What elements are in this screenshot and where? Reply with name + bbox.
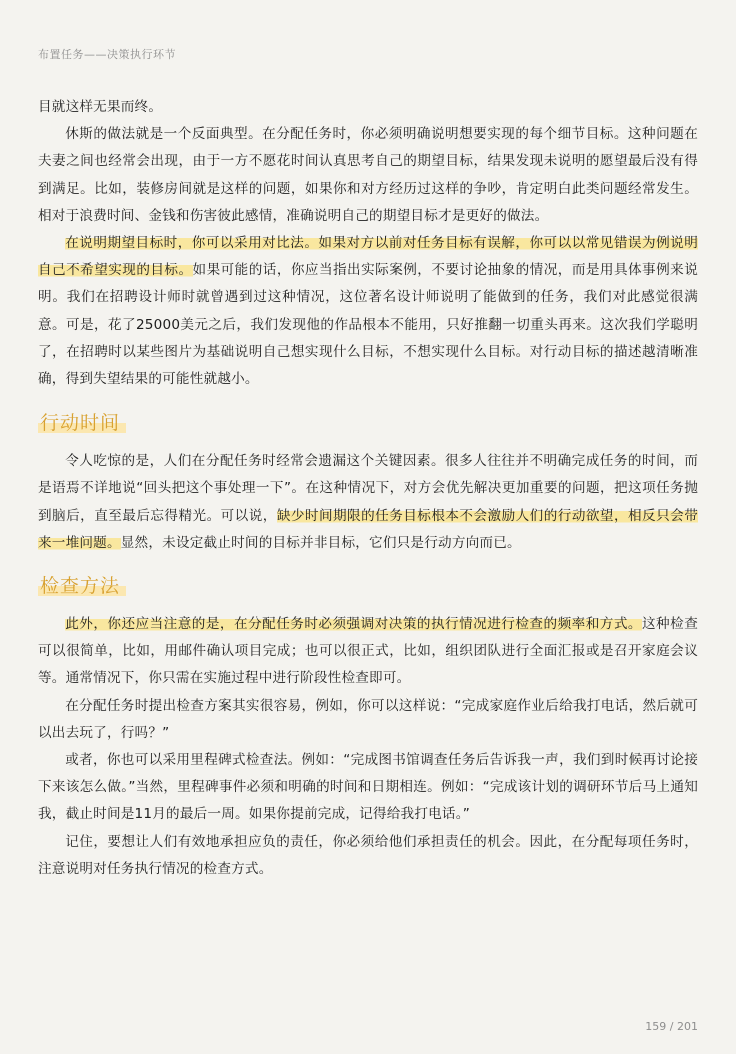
section-heading-check-method: 检查方法 — [38, 571, 126, 598]
paragraph-text: 这种检查可以很简单，比如，用邮件确认项目完成；也可以很正式，比如，组织团队进行全面汇报或是召开家庭会议等。通常情况下，你只需在实施过程中进行阶段性检查即可。 — [38, 616, 698, 687]
page-number: 159 / 201 — [645, 1020, 698, 1033]
paragraph — [38, 230, 698, 393]
paragraph: 休斯的做法就是一个反面典型。在分配任务时，你必须明确说明想要实现的每个细节目标。这种问题在夫妻之间也经常会出现，由于一方不愿花时间认真思考自己的期望目标，结果发现未说明的愿望最后没有得到满足。比如，装修房间就是这样的问题，如果你和对方经历过这样的争吵，肯定明白此类问题经常发生。相对于浪费时间、金钱和伤害彼此感情，准确说明自己的期望目标才是更好的做法。 — [38, 126, 698, 224]
page-content — [38, 94, 698, 883]
paragraph-text: 如果可能的话，你应当指出实际案例，不要讨论抽象的情况，而是用具体事例来说明。我们在招聘设计师时就曾遇到过这种情况，这位著名设计师说明了能做到的任务，我们对此感觉很满意。可是，花了25000美元之后，我们发现他的作品根本不能用，只好推翻一切重头再来。这次我们学聪明了，在招聘时以某些图片为基础说明自己想实现什么目标，不想实现什么目标。对行动目标的描述越清晰准确，得到失望结果的可能性就越小。 — [38, 262, 698, 388]
section-heading-wrap — [38, 571, 698, 598]
highlighted-text: 缺少时间期限的任务目标根本不会激励人们的行动欲望，相反只会带来一堆问题。 — [38, 507, 698, 551]
paragraph: 或者，你也可以采用里程碑式检查法。例如：“完成图书馆调查任务后告诉我一声，我们到时候再讨论接下来该怎么做。”当然，里程碑事件必须和明确的时间和日期相连。例如：“完成该计划的调研环节后马上通知我，截止时间是11月的最后一周。如果你提前完成，记得给我打电话。” — [38, 752, 698, 823]
chapter-header: 布置任务——决策执行环节 — [38, 48, 176, 61]
section-heading-action-time: 行动时间 — [38, 408, 126, 435]
paragraph — [38, 611, 698, 693]
paragraph: 在分配任务时提出检查方案其实很容易，例如，你可以这样说：“完成家庭作业后给我打电话，然后就可以出去玩了，行吗？” — [38, 697, 698, 741]
paragraph-text: 令人吃惊的是，人们在分配任务时经常会遗漏这个关键因素。很多人往往并不明确完成任务的时间，而是语焉不详地说“回头把这个事处理一下”。在这种情况下，对方会优先解决更加重要的问题，把这项任务抛到脑后，直至最后忘得精光。可以说， — [38, 453, 698, 524]
paragraph: 目就这样无果而终。 — [38, 99, 163, 115]
paragraph: 记住，要想让人们有效地承担应负的责任，你必须给他们承担责任的机会。因此，在分配每项任务时，注意说明对任务执行情况的检查方式。 — [38, 833, 698, 877]
highlighted-text: 在说明期望目标时，你可以采用对比法。如果对方以前对任务目标有误解，你可以以常见错误为例说明自己不希望实现的目标。 — [38, 235, 698, 279]
highlighted-text: 此外，你还应当注意的是，在分配任务时必须强调对决策的执行情况进行检查的频率和方式。 — [65, 616, 642, 633]
paragraph-text: 显然，未设定截止时间的目标并非目标，它们只是行动方向而已。 — [120, 534, 521, 551]
paragraph — [38, 448, 698, 557]
section-heading-wrap — [38, 408, 698, 435]
